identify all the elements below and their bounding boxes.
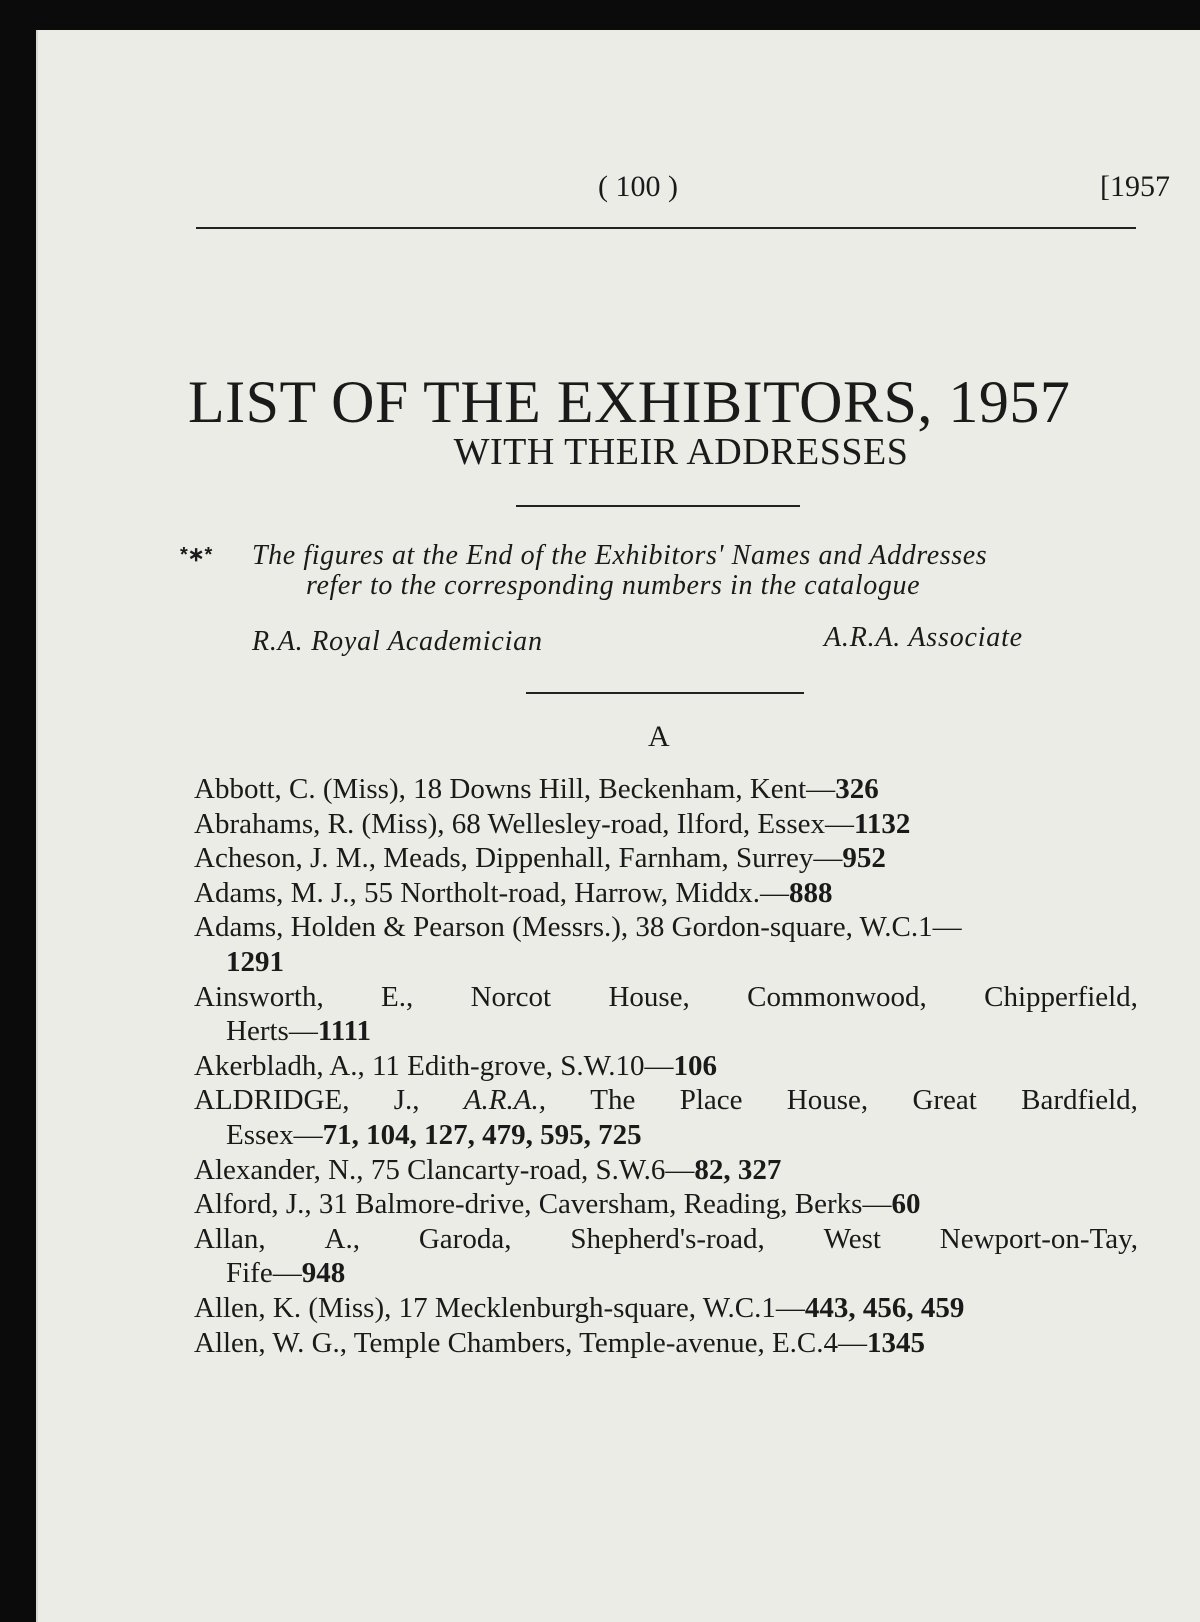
page-title: LIST OF THE EXHIBITORS, 1957 [188,369,1071,435]
catalogue-numbers: 888 [788,876,833,909]
running-head [38,170,1200,210]
catalogue-numbers: 1291 [226,945,284,978]
entry-word: ALDRIDGE, [194,1084,350,1117]
header-rule [196,227,1136,229]
list-item [194,1049,1138,1084]
list-item [194,876,1138,911]
entry-word: The [590,1084,636,1117]
page-subtitle: WITH THEIR ADDRESSES [453,431,909,473]
exhibitor-address: 38 Gordon-square, W.C.1— [628,911,962,944]
entry-word: Commonwood, [747,980,927,1013]
list-item [194,807,1138,842]
catalogue-numbers: 71, 104, 127, 479, 595, 725 [322,1118,642,1151]
entry-word: Bardfield, [1021,1084,1138,1117]
exhibitor-name: Allen, K. (Miss), [194,1291,392,1324]
entry-word: West [823,1222,881,1255]
list-item [194,1083,1138,1152]
entry-word: Garoda, [418,1222,512,1255]
list-item [194,1153,1138,1188]
exhibitor-address: 11 Edith-grove, S.W.10— [364,1049,674,1082]
exhibitor-address: 55 Northolt-road, Harrow, Middx.— [356,876,789,909]
catalogue-numbers: 1345 [867,1326,926,1359]
entry-word: Shepherd's-road, [570,1222,765,1255]
exhibitor-address: Temple Chambers, Temple-avenue, E.C.4— [347,1326,868,1359]
list-item [194,1326,1138,1361]
entry-word: E., [381,980,414,1013]
note-line-2: refer to the corresponding numbers in the catalogue [306,570,921,601]
exhibitor-name: Alford, J., [194,1188,312,1221]
exhibitor-address: Meads, Dippenhall, Farnham, Surrey— [376,842,843,875]
entry-word: A.R.A., [463,1084,546,1117]
entry-word: House, [608,980,690,1013]
exhibitor-name: Adams, M. J., [194,876,357,909]
exhibitor-name: Akerbladh, A., [194,1049,365,1082]
catalogue-numbers: 1132 [854,807,911,840]
entry-first-line [194,1222,1138,1257]
section-letter: A [648,720,670,753]
list-item [194,1187,1138,1222]
entry-continuation [194,1118,1138,1153]
list-item [194,841,1138,876]
exhibitor-name: Acheson, J. M., [194,842,377,875]
entry-continuation [194,1256,1138,1291]
entry-first-line [194,1083,1138,1118]
entry-first-line [194,980,1138,1015]
list-item [194,1291,1138,1326]
note-line-1: The figures at the End of the Exhibitors' Names and Addresses [252,540,988,571]
exhibitor-name: Allen, W. G., [194,1326,348,1359]
exhibitor-name: Abrahams, R. (Miss), [194,807,445,840]
exhibitor-address: Fife— [226,1257,302,1290]
entry-word: Great [912,1084,977,1117]
exhibitor-list [194,772,1138,1360]
exhibitor-address: Herts— [226,1015,318,1048]
catalogue-numbers: 60 [891,1188,921,1221]
catalogue-numbers: 82, 327 [694,1153,782,1186]
exhibitor-address: 68 Wellesley-road, Ilford, Essex— [444,807,854,840]
list-item [194,772,1138,807]
book-page [36,30,1200,1622]
entry-word: J., [393,1084,420,1117]
catalogue-numbers: 952 [842,842,886,875]
abbreviation-ara: A.R.A. Associate [824,622,1023,653]
entry-word: Ainsworth, [194,980,324,1013]
list-item [194,980,1138,1049]
list-item [194,910,1138,979]
exhibitor-address: 18 Downs Hill, Beckenham, Kent— [405,773,836,805]
catalogue-numbers: 1111 [317,1015,372,1048]
entry-word: Chipperfield, [984,980,1138,1013]
note-rule [526,692,804,694]
entry-word: House, [786,1084,869,1117]
exhibitor-address: 31 Balmore-drive, Caversham, Reading, Berks— [311,1188,892,1221]
exhibitor-name: Adams, Holden & Pearson (Messrs.), [194,911,629,944]
abbreviation-ra: R.A. Royal Academician [252,626,543,657]
catalogue-numbers: 106 [673,1049,718,1082]
entry-word: A., [324,1222,360,1255]
catalogue-numbers: 443, 456, 459 [804,1291,965,1324]
exhibitor-name: Alexander, N., [194,1153,364,1186]
asterism-mark: *∗* [180,544,213,566]
title-rule [516,505,800,507]
exhibitor-name: Abbott, C. (Miss), [194,773,406,805]
page-number: ( 100 ) [598,170,678,203]
catalogue-numbers: 948 [301,1257,346,1290]
entry-word: Norcot [470,980,552,1013]
catalogue-numbers: 326 [835,773,879,805]
exhibitor-address: 17 Mecklenburgh-square, W.C.1— [391,1291,805,1324]
entry-word: Place [679,1084,743,1117]
entry-word: Allan, [194,1222,266,1255]
entry-word: Newport-on-Tay, [939,1222,1138,1255]
exhibitor-address: Essex— [226,1118,323,1151]
list-item [194,1222,1138,1291]
exhibitor-address: 75 Clancarty-road, S.W.6— [363,1153,695,1186]
year-mark: [1957 [1100,170,1170,203]
entry-continuation [194,1014,1138,1049]
